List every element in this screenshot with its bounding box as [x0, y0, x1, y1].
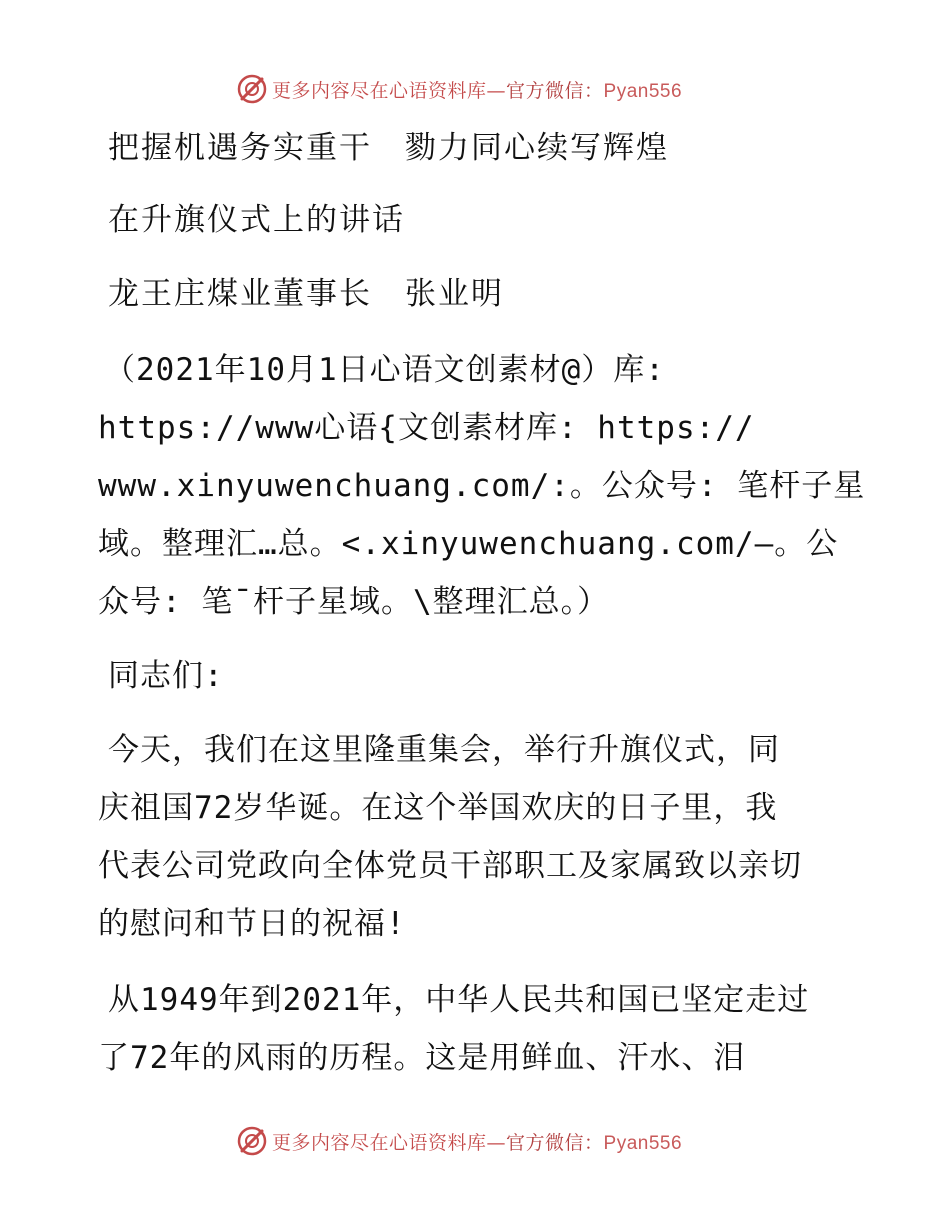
- banner-text: 更多内容尽在心语资料库—官方微信：Pyan556: [272, 1131, 683, 1154]
- paragraph-line: 代表公司党政向全体党员干部职工及家属致以亲切: [98, 848, 802, 884]
- paragraph-line: 的慰问和节日的祝福!: [98, 906, 406, 942]
- salutation: 同志们:: [108, 658, 224, 694]
- paragraph-line: 今天，我们在这里隆重集会，举行升旗仪式，同: [108, 732, 780, 768]
- note-line: 域。整理汇…总。<.xinyuwenchuang.com/—。公: [98, 526, 839, 562]
- document-subtitle: 在升旗仪式上的讲话: [108, 202, 405, 238]
- banner-text: 更多内容尽在心语资料库—官方微信：Pyan556: [272, 79, 683, 102]
- header-watermark-banner: [236, 72, 716, 106]
- document-title: 把握机遇务实重干 勠力同心续写辉煌: [108, 130, 669, 166]
- note-line: www.xinyuwenchuang.com/:。公众号: 笔杆子星: [98, 468, 866, 504]
- paragraph-line: 了72年的风雨的历程。这是用鲜血、汗水、泪: [98, 1040, 746, 1076]
- note-line: 众号: 笔¯杆子星域。\整理汇总。）: [98, 584, 610, 620]
- brand-logo-icon: [236, 1125, 268, 1157]
- document-author: 龙王庄煤业董事长 张业明: [108, 276, 504, 312]
- paragraph-line: 从1949年到2021年，中华人民共和国已坚定走过: [108, 982, 810, 1018]
- paragraph-line: 庆祖国72岁华诞。在这个举国欢庆的日子里，我: [98, 790, 778, 826]
- note-line: https://www心语{文创素材库: https://: [98, 410, 755, 446]
- footer-watermark-banner: [236, 1124, 716, 1158]
- brand-logo-icon: [236, 73, 268, 105]
- note-line: （2021年10月1日心语文创素材@）库:: [104, 352, 665, 388]
